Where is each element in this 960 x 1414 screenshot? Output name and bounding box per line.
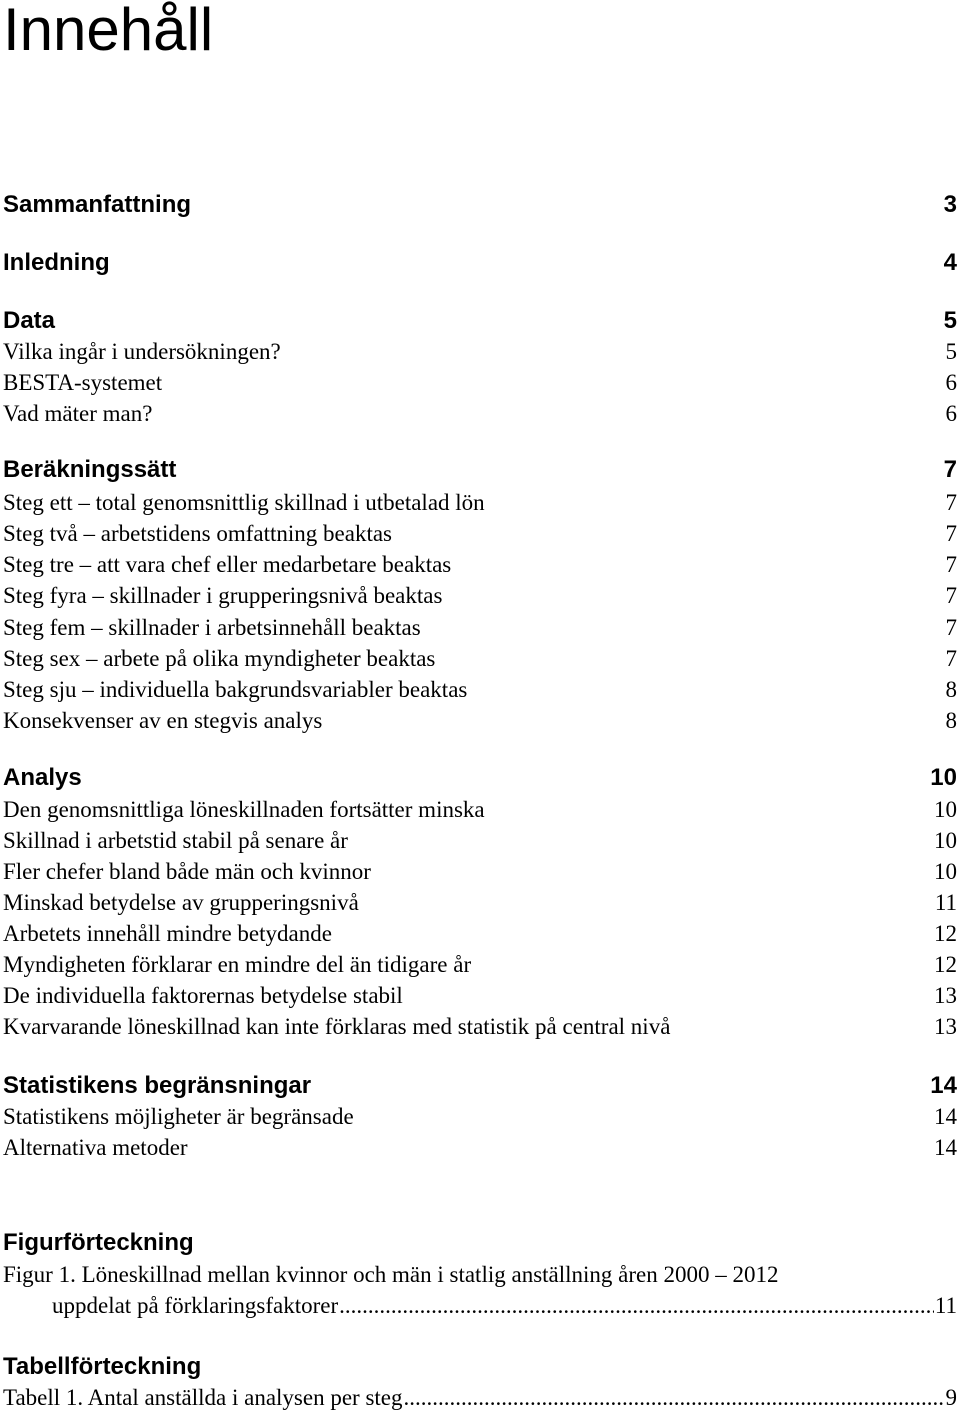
entry-page-number: 12 [934, 952, 957, 977]
entry-label: Steg ett – total genomsnittlig skillnad i utbetalad lön [3, 490, 485, 515]
dot-leader [339, 1293, 934, 1319]
entry-page-number: 13 [934, 1014, 957, 1039]
entry-label: Fler chefer bland både män och kvinnor [3, 859, 371, 884]
entry-label: Steg sex – arbete på olika myndigheter beaktas [3, 646, 436, 671]
entry-label: Steg fem – skillnader i arbetsinnehåll beaktas [3, 615, 421, 640]
list-of-tables-heading [3, 1351, 957, 1383]
toc-entry[interactable] [3, 550, 957, 580]
entry-label: Myndigheten förklarar en mindre del än tidigare år [3, 952, 472, 977]
figure-entry-line1[interactable] [3, 1260, 957, 1290]
dot-leader [404, 1385, 945, 1411]
section-page-number: 10 [930, 764, 957, 791]
section-heading: Analys [3, 764, 82, 791]
entry-page-number: 8 [945, 708, 957, 733]
entry-page-number: 14 [934, 1104, 957, 1129]
section-heading: Inledning [3, 249, 110, 276]
entry-label: Vilka ingår i undersökningen? [3, 339, 281, 364]
entry-label: Arbetets innehåll mindre betydande [3, 921, 332, 946]
entry-page-number: 10 [934, 797, 957, 822]
entry-page-number: 10 [934, 828, 957, 853]
entry-label: Vad mäter man? [3, 401, 153, 426]
entry-page-number: 11 [934, 890, 957, 915]
toc-entry[interactable] [3, 981, 957, 1011]
entry-label: Steg fyra – skillnader i grupperingsnivå beaktas [3, 583, 443, 608]
toc-section-sammanfattning[interactable] [3, 189, 957, 221]
section-heading: Statistikens begränsningar [3, 1072, 312, 1099]
section-page-number: 4 [943, 249, 957, 276]
table-entry-text: Tabell 1. Antal anställda i analysen per steg [3, 1385, 403, 1410]
toc-entry[interactable] [3, 644, 957, 674]
section-heading: Beräkningssätt [3, 456, 177, 483]
figures-heading: Figurförteckning [3, 1229, 194, 1256]
figure-page-number: 11 [934, 1293, 957, 1318]
figure-entry-text: Figur 1. Löneskillnad mellan kvinnor och män i statlig anställning åren 2000 – 2012 [3, 1262, 779, 1287]
entry-page-number: 8 [945, 677, 957, 702]
section-heading: Data [3, 307, 56, 334]
toc-entry[interactable] [3, 1012, 957, 1042]
toc-entry[interactable] [3, 581, 957, 611]
toc-entry[interactable] [3, 950, 957, 980]
entry-label: Skillnad i arbetstid stabil på senare år [3, 828, 348, 853]
entry-page-number: 12 [934, 921, 957, 946]
entry-page-number: 7 [945, 583, 957, 608]
toc-entry[interactable] [3, 675, 957, 705]
entry-page-number: 5 [945, 339, 957, 364]
entry-page-number: 6 [945, 401, 957, 426]
toc-entry[interactable] [3, 613, 957, 643]
toc-entry[interactable] [3, 919, 957, 949]
toc-section-berakningssatt[interactable] [3, 454, 957, 486]
tables-heading: Tabellförteckning [3, 1353, 202, 1380]
toc-entry[interactable] [3, 368, 957, 398]
toc-entry[interactable] [3, 1102, 957, 1132]
entry-label: Statistikens möjligheter är begränsade [3, 1104, 354, 1129]
toc-section-statistikens-begransningar[interactable] [3, 1070, 957, 1102]
entry-page-number: 7 [945, 521, 957, 546]
table-entry[interactable] [3, 1383, 957, 1413]
entry-page-number: 13 [934, 983, 957, 1008]
toc-entry[interactable] [3, 706, 957, 736]
entry-label: Alternativa metoder [3, 1135, 188, 1160]
toc-section-data[interactable] [3, 305, 957, 337]
section-page-number: 5 [943, 307, 957, 334]
entry-label: Konsekvenser av en stegvis analys [3, 708, 323, 733]
entry-label: Steg två – arbetstidens omfattning beaktas [3, 521, 392, 546]
entry-label: Minskad betydelse av grupperingsnivå [3, 890, 359, 915]
toc-entry[interactable] [3, 857, 957, 887]
entry-page-number: 6 [945, 370, 957, 395]
entry-page-number: 14 [934, 1135, 957, 1160]
toc-entry[interactable] [3, 795, 957, 825]
entry-label: Kvarvarande löneskillnad kan inte förklaras med statistik på central nivå [3, 1014, 671, 1039]
toc-entry[interactable] [3, 337, 957, 367]
entry-page-number: 7 [945, 490, 957, 515]
entry-label: BESTA-systemet [3, 370, 163, 395]
entry-page-number: 7 [945, 615, 957, 640]
toc-entry[interactable] [3, 1133, 957, 1163]
table-page-number: 9 [945, 1385, 957, 1410]
figure-entry-line2[interactable] [52, 1291, 957, 1321]
figure-entry-continuation: uppdelat på förklaringsfaktorer [52, 1293, 339, 1318]
entry-label: De individuella faktorernas betydelse stabil [3, 983, 403, 1008]
section-page-number: 3 [943, 191, 957, 218]
entry-label: Den genomsnittliga löneskillnaden fortsätter minska [3, 797, 485, 822]
toc-entry[interactable] [3, 488, 957, 518]
toc-entry[interactable] [3, 519, 957, 549]
entry-page-number: 10 [934, 859, 957, 884]
section-page-number: 14 [930, 1072, 957, 1099]
entry-label: Steg tre – att vara chef eller medarbetare beaktas [3, 552, 452, 577]
toc-section-analys[interactable] [3, 762, 957, 794]
toc-entry[interactable] [3, 399, 957, 429]
list-of-figures-heading [3, 1227, 957, 1259]
toc-entry[interactable] [3, 888, 957, 918]
toc-entry[interactable] [3, 826, 957, 856]
entry-page-number: 7 [945, 552, 957, 577]
section-page-number: 7 [943, 456, 957, 483]
page-title: Innehåll [3, 0, 214, 63]
entry-page-number: 7 [945, 646, 957, 671]
toc-section-inledning[interactable] [3, 247, 957, 279]
section-heading: Sammanfattning [3, 191, 192, 218]
entry-label: Steg sju – individuella bakgrundsvariabler beaktas [3, 677, 468, 702]
